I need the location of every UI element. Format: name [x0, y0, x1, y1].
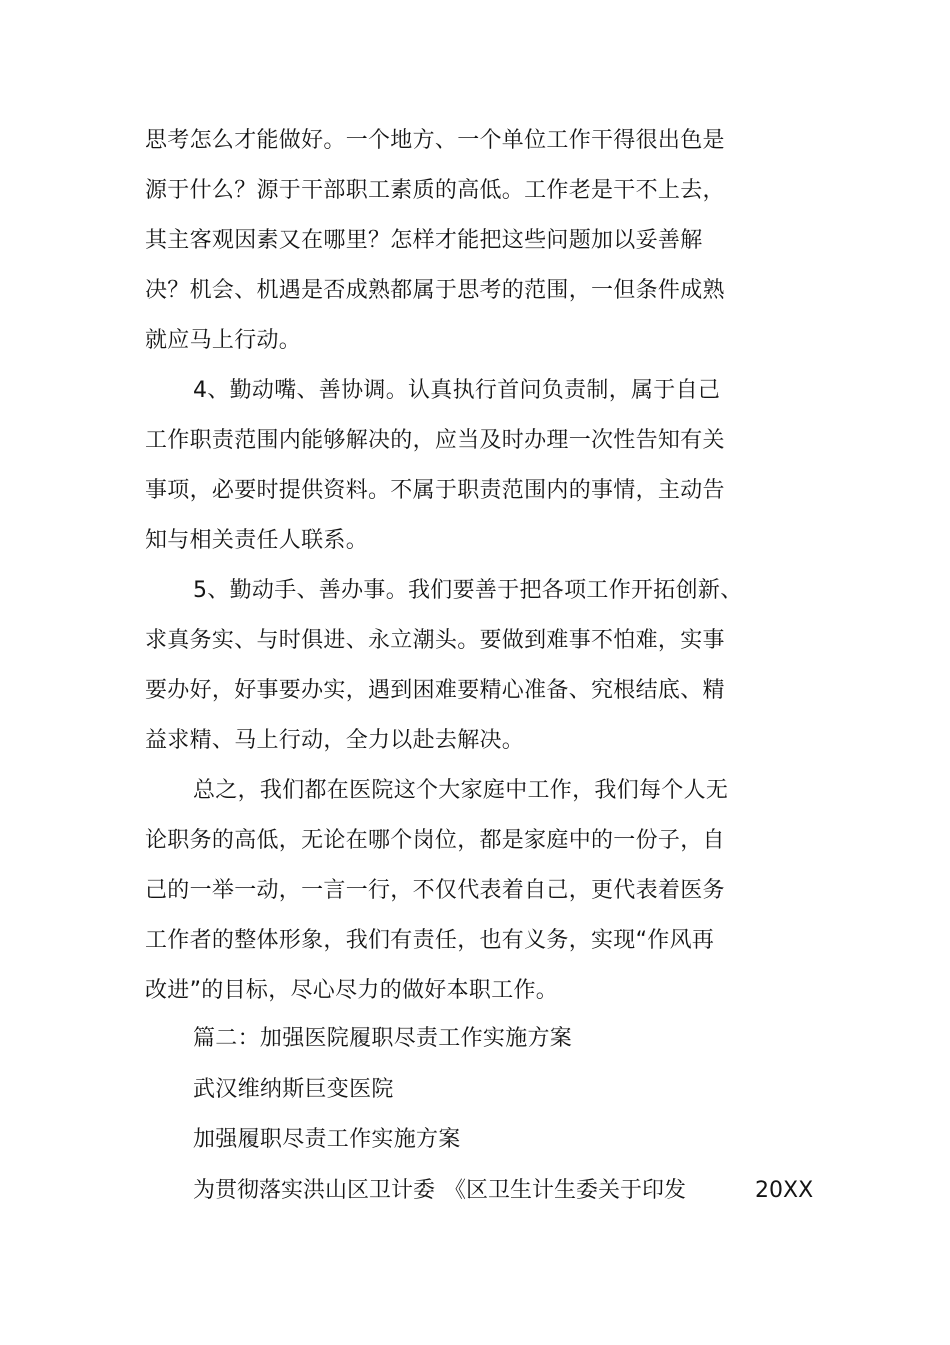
paragraph-line: 其主客观因素又在哪里？怎样才能把这些问题加以妥善解	[145, 228, 703, 253]
paragraph-line: 5、勤动手、善办事。我们要善于把各项工作开拓创新、	[193, 578, 743, 603]
paragraph-line: 益求精、马上行动，全力以赴去解决。	[145, 728, 525, 753]
paragraph-line: 求真务实、与时俱进、永立潮头。要做到难事不怕难，实事	[145, 628, 725, 653]
paragraph-line: 要办好，好事要办实，遇到困难要精心准备、究根结底、精	[145, 678, 725, 703]
last-line-part-3: 20XX	[755, 1178, 814, 1203]
paragraph-line: 知与相关责任人联系。	[145, 528, 369, 553]
paragraph-line: 总之，我们都在医院这个大家庭中工作，我们每个人无	[193, 778, 729, 803]
paragraph-line: 就应马上行动。	[145, 328, 302, 353]
paragraph-line: 论职务的高低，无论在哪个岗位，都是家庭中的一份子，自	[145, 828, 725, 853]
paragraph-line: 工作者的整体形象，我们有责任，也有义务，实现“作风再	[145, 928, 715, 953]
paragraph-line: 4、勤动嘴、善协调。认真执行首问负责制，属于自己	[193, 378, 721, 403]
hospital-name: 武汉维纳斯巨变医院	[193, 1077, 394, 1102]
paragraph-line: 决？机会、机遇是否成熟都属于思考的范围，一但条件成熟	[145, 278, 725, 303]
last-line-part-1: 为贯彻落实洪山区卫计委	[193, 1178, 436, 1203]
paragraph-line: 事项，必要时提供资料。不属于职责范围内的事情，主动告	[145, 478, 725, 503]
paragraph-line: 己的一举一动，一言一行，不仅代表着自己，更代表着医务	[145, 878, 725, 903]
paragraph-line: 思考怎么才能做好。一个地方、一个单位工作干得很出色是	[145, 128, 725, 153]
paragraph-line-last	[193, 1177, 813, 1205]
paragraph-line: 工作职责范围内能够解决的，应当及时办理一次性告知有关	[145, 428, 725, 453]
last-line-part-2: 《区卫生计生委关于印发	[444, 1178, 687, 1203]
plan-title: 加强履职尽责工作实施方案	[193, 1127, 461, 1152]
paragraph-line: 改进”的目标，尽心尽力的做好本职工作。	[145, 978, 559, 1003]
section-title: 篇二：加强医院履职尽责工作实施方案	[193, 1026, 573, 1051]
paragraph-line: 源于什么？源于干部职工素质的高低。工作老是干不上去，	[145, 178, 725, 203]
